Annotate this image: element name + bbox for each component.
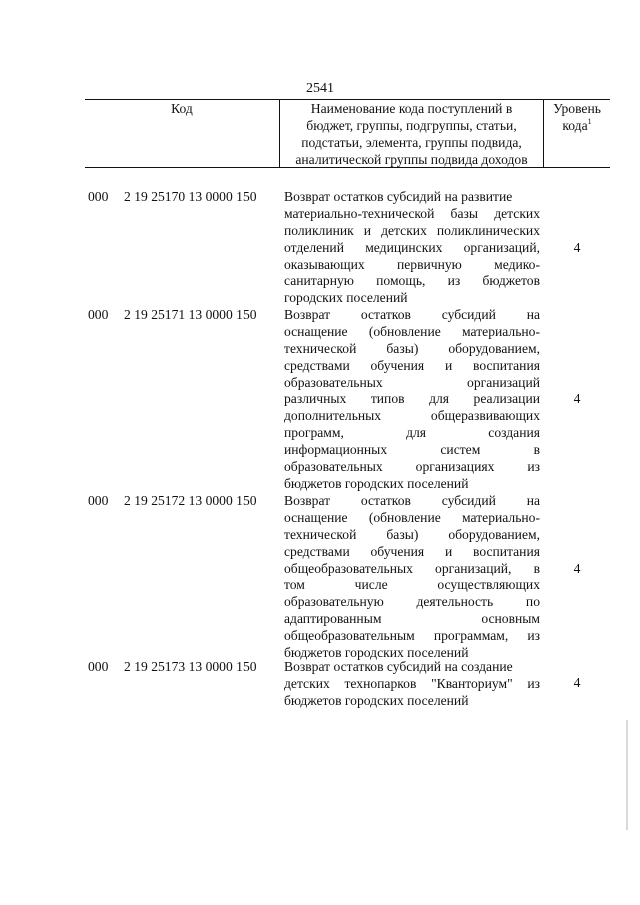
income-name-line: средствами обучения и воспитания (284, 543, 540, 559)
income-name-line: Возврат остатков субсидий на (284, 307, 540, 322)
income-name-line: технической базы) оборудованием, (284, 526, 540, 542)
header-name-line: аналитической группы подвида доходов (295, 151, 528, 167)
income-name-line: санитарную помощь, из бюджетов (284, 273, 540, 289)
income-name (284, 493, 540, 662)
header-name (280, 101, 543, 169)
income-name-line: детских технопарков "Кванториум" из (284, 675, 540, 691)
header-code: Код (171, 101, 193, 116)
income-name-line: Возврат остатков субсидий на (284, 493, 540, 508)
header-level-label: кода (562, 117, 588, 133)
header-level-line2 (544, 118, 610, 135)
income-name-line: оснащение (обновление материально- (284, 323, 540, 339)
footnote-marker: 1 (587, 116, 592, 126)
income-name-line: бюджетов городских поселений (284, 645, 469, 661)
income-name (284, 189, 540, 307)
income-name-line: бюджетов городских поселений (284, 692, 469, 708)
admin-code: 000 (88, 659, 109, 674)
income-name-line: общеобразовательных организаций, в (284, 560, 540, 576)
header-top-border (85, 99, 610, 100)
code-level: 4 (573, 561, 581, 576)
income-name-line: том числе осуществляющих (284, 577, 540, 593)
income-name-line: Возврат остатков субсидий на создание (284, 659, 513, 674)
income-name-line: оснащение (обновление материально- (284, 509, 540, 525)
income-name-line: программ, для создания (284, 425, 540, 441)
income-name-line: материально-технической базы детских (284, 205, 540, 221)
income-name (284, 307, 540, 493)
income-name-line: оказывающих первичную медико- (284, 256, 540, 272)
income-name-line: различных типов для реализации (284, 391, 540, 407)
income-name-line: образовательную деятельность по (284, 594, 540, 610)
budget-code: 2 19 25173 13 0000 150 (124, 659, 257, 674)
scan-edge-mark (626, 720, 628, 830)
income-name-line: образовательных организаций (284, 374, 540, 390)
income-name-line: информационных систем в (284, 442, 540, 458)
income-name-line: отделений медицинских организаций, (284, 239, 540, 255)
header-name-line: бюджет, группы, подгруппы, статьи, (306, 117, 517, 133)
income-name-line: Возврат остатков субсидий на развитие (284, 189, 513, 204)
code-level: 4 (573, 240, 581, 255)
code-level: 4 (573, 391, 581, 406)
header-level-line1: Уровень (553, 101, 601, 116)
income-name-line: адаптированным основным (284, 611, 540, 627)
income-name-line: средствами обучения и воспитания (284, 357, 540, 373)
income-name-line: поликлиник и детских поликлинических (284, 222, 540, 238)
income-name-line: образовательных организациях из (284, 459, 540, 475)
admin-code: 000 (88, 189, 109, 204)
header-level (544, 101, 610, 135)
page-number: 2541 (306, 81, 334, 96)
budget-code: 2 19 25172 13 0000 150 (124, 493, 257, 508)
income-name (284, 659, 540, 710)
admin-code: 000 (88, 493, 109, 508)
income-name-line: общеобразовательным программам, из (284, 628, 540, 644)
header-name-line: подстатьи, элемента, группы подвида, (301, 134, 522, 150)
admin-code: 000 (88, 307, 109, 322)
budget-code: 2 19 25170 13 0000 150 (124, 189, 257, 204)
income-name-line: технической базы) оборудованием, (284, 340, 540, 356)
budget-code: 2 19 25171 13 0000 150 (124, 307, 257, 322)
income-name-line: дополнительных общеразвивающих (284, 408, 540, 424)
income-name-line: городских поселений (284, 290, 408, 306)
income-name-line: бюджетов городских поселений (284, 475, 469, 491)
code-level: 4 (573, 675, 581, 690)
header-name-line: Наименование кода поступлений в (310, 101, 513, 116)
